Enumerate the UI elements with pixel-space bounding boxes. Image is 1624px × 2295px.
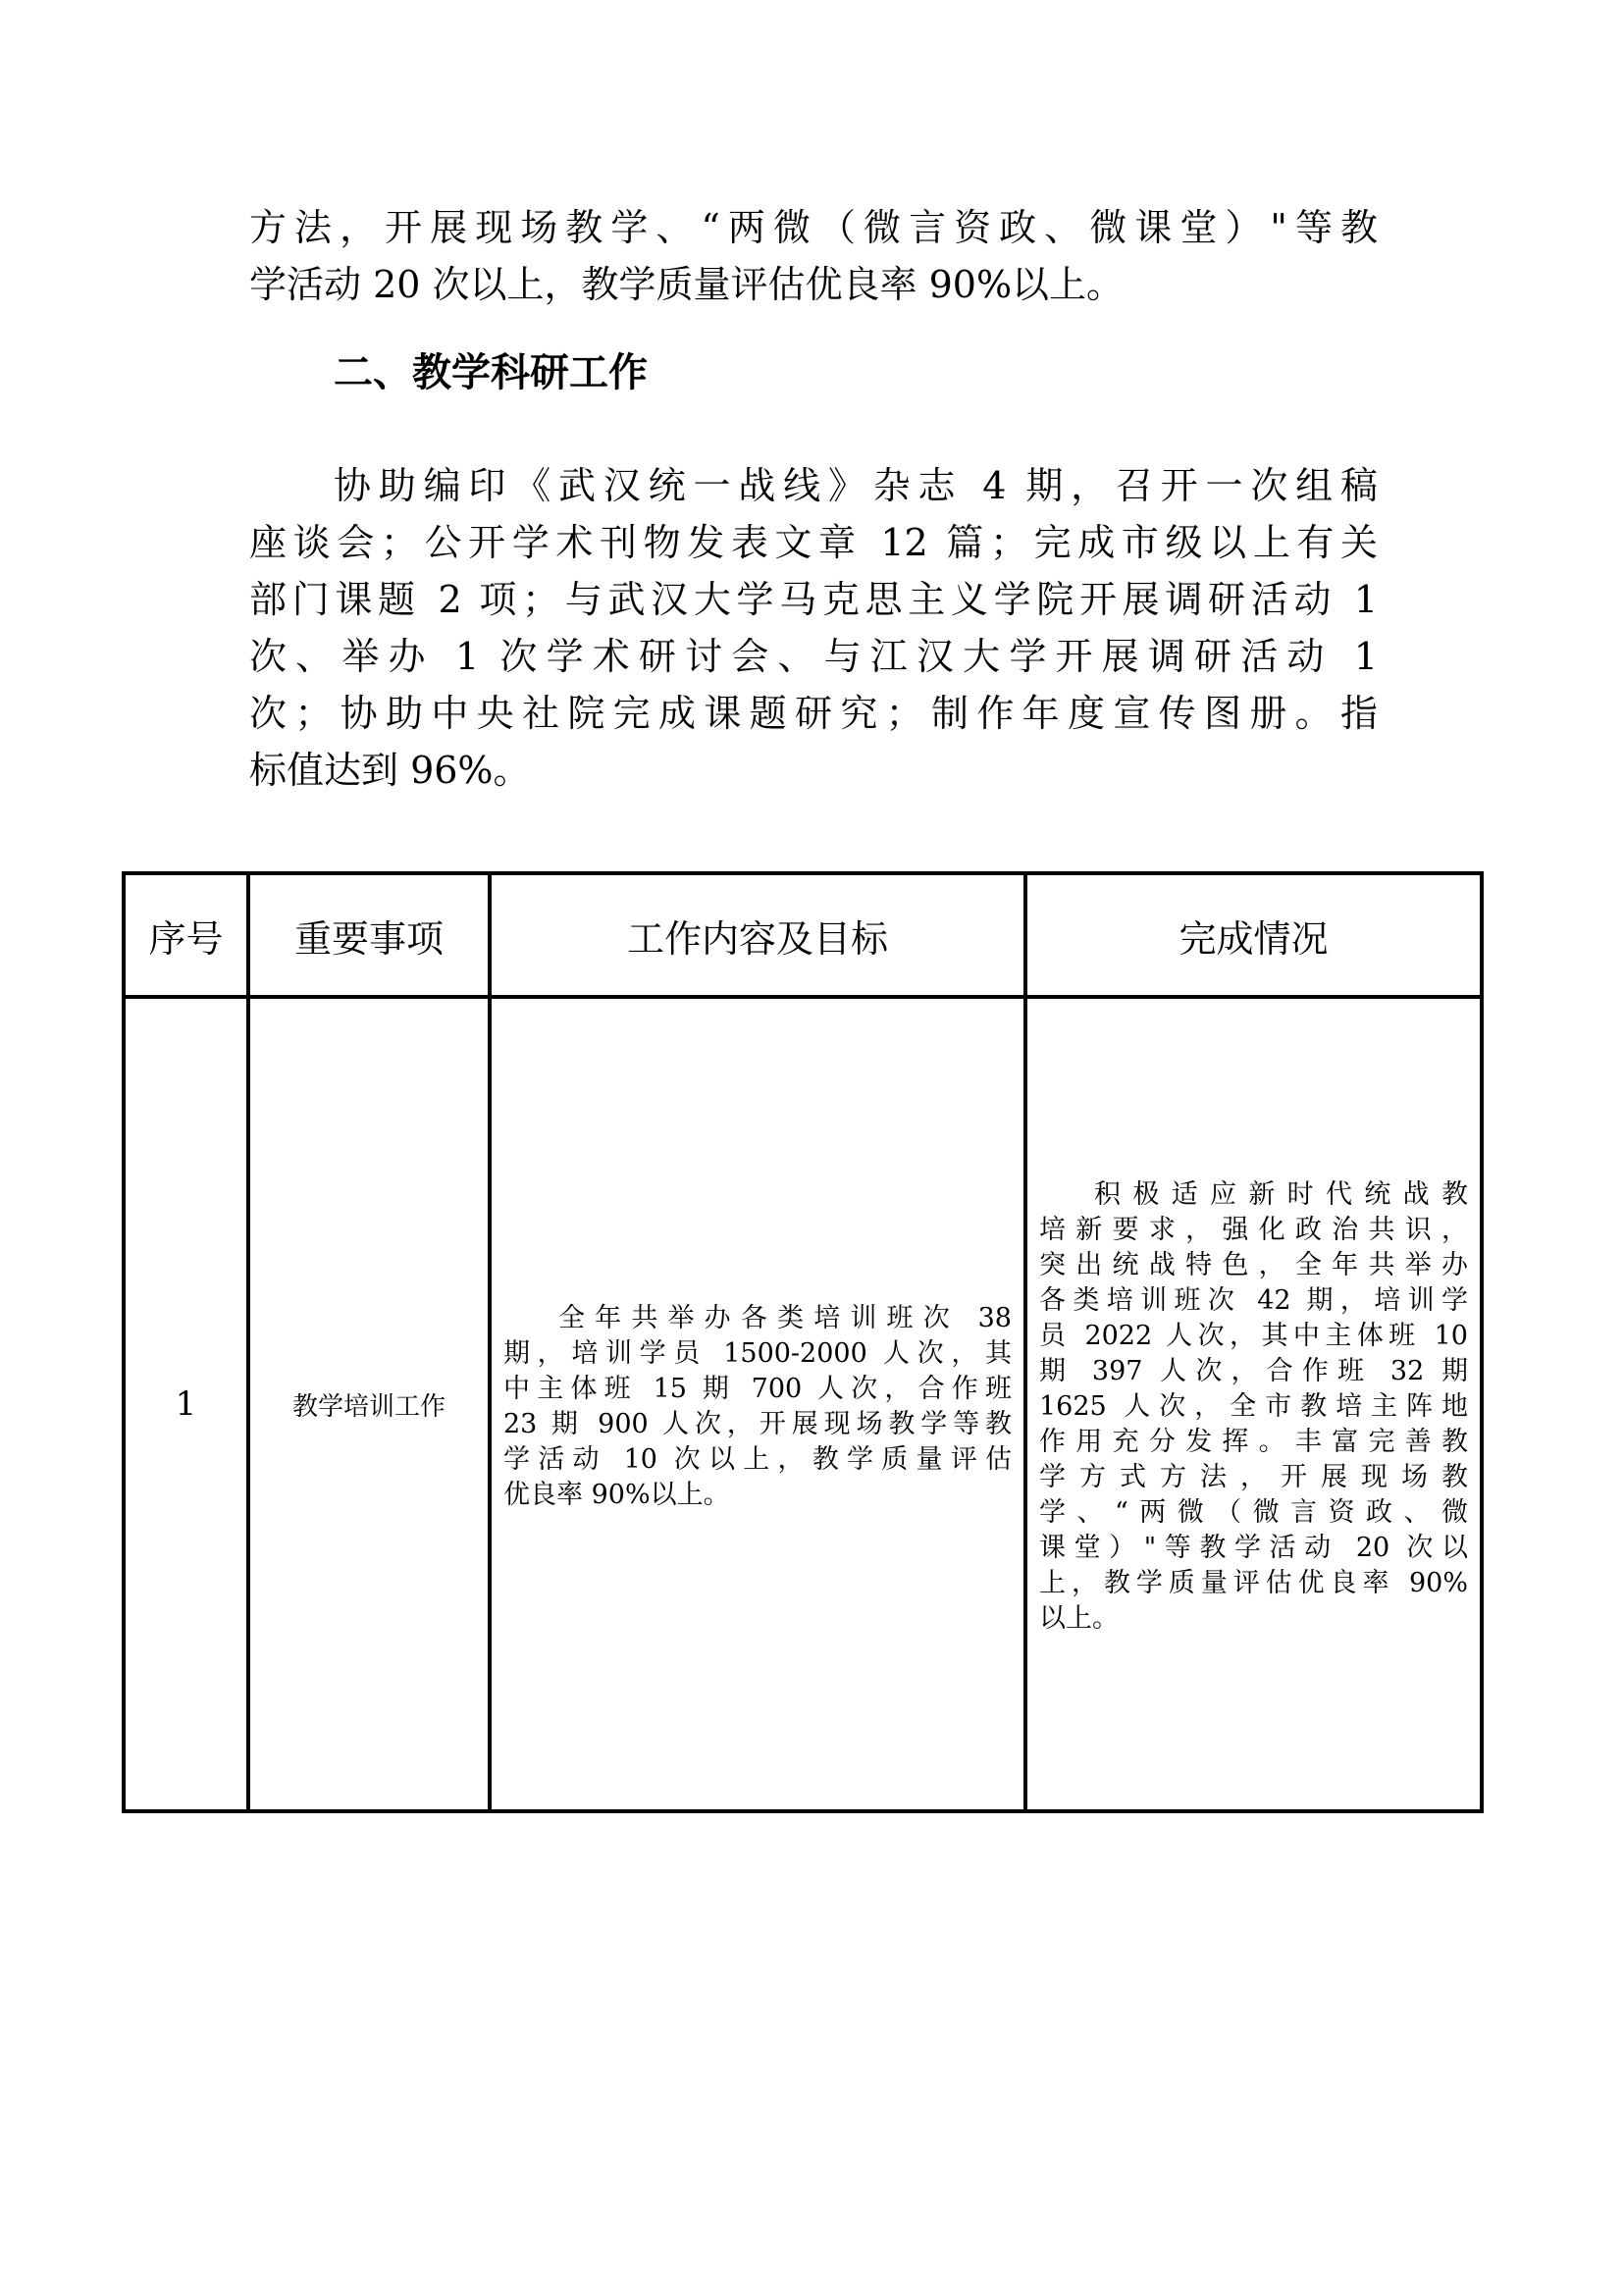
cell-text-line: 学方式方法，开展现场教 <box>1039 1462 1468 1492</box>
cell-text-line: 期，培训学员 1500-2000 人次，其 <box>503 1338 1012 1369</box>
header-content: 工作内容及目标 <box>490 873 1025 997</box>
cell-text-line: 员 2022 人次，其中主体班 10 <box>1039 1321 1468 1351</box>
cell-text-line: 优良率 90%以上。 <box>503 1480 730 1510</box>
cell-text-line: 学活动 10 次以上，教学质量评估 <box>503 1444 1012 1475</box>
cell-text-line: 1625 人次，全市教培主阵地 <box>1039 1391 1468 1422</box>
text-line: 协助编印《武汉统一战线》杂志 4 期，召开一次组稿 <box>334 464 1378 507</box>
header-status: 完成情况 <box>1025 873 1482 997</box>
cell-status <box>1025 997 1482 1811</box>
cell-text-line: 中主体班 15 期 700 人次，合作班 <box>503 1374 1012 1404</box>
cell-text-line: 作用充分发挥。丰富完善教 <box>1039 1427 1468 1457</box>
cell-text-line: 上，教学质量评估优良率 90% <box>1039 1568 1468 1598</box>
text-line: 学活动 20 次以上，教学质量评估优良率 90%以上。 <box>249 263 1125 306</box>
cell-text-line: 23 期 900 人次，开展现场教学等教 <box>503 1409 1012 1439</box>
cell-number: 1 <box>124 997 248 1811</box>
text-line: 次；协助中央社院完成课题研究；制作年度宣传图册。指 <box>249 692 1378 735</box>
text-line: 次、举办 1 次学术研讨会、与江汉大学开展调研活动 1 <box>249 635 1378 678</box>
cell-text-line: 学、“两微（微言资政、微 <box>1039 1497 1468 1528</box>
cell-text-line: 积极适应新时代统战教 <box>1094 1179 1468 1210</box>
text-line: 座谈会；公开学术刊物发表文章 12 篇；完成市级以上有关 <box>249 521 1378 564</box>
table-header-row <box>124 873 1482 997</box>
cell-text-line: 全年共举办各类培训班次 38 <box>558 1303 1012 1333</box>
cell-text-line: 各类培训班次 42 期，培训学 <box>1039 1285 1468 1316</box>
header-item: 重要事项 <box>248 873 490 997</box>
cell-text-line: 培新要求，强化政治共识， <box>1039 1215 1468 1245</box>
work-table <box>122 871 1484 1813</box>
table-row <box>124 997 1482 1811</box>
cell-text-line: 以上。 <box>1039 1603 1119 1634</box>
text-line: 标值达到 96%。 <box>249 749 531 792</box>
cell-text-line: 课堂）"等教学活动 20 次以 <box>1039 1533 1468 1563</box>
header-number: 序号 <box>124 873 248 997</box>
cell-content <box>490 997 1025 1811</box>
text-line: 部门课题 2 项；与武汉大学马克思主义学院开展调研活动 1 <box>249 578 1378 621</box>
section-heading: 二、教学科研工作 <box>334 350 648 395</box>
cell-text-line: 期 397 人次，合作班 32 期 <box>1039 1356 1468 1386</box>
cell-item: 教学培训工作 <box>248 997 490 1811</box>
cell-text-line: 突出统战特色，全年共举办 <box>1039 1250 1468 1280</box>
text-line: 方法，开展现场教学、“两微（微言资政、微课堂）"等教 <box>249 206 1378 249</box>
